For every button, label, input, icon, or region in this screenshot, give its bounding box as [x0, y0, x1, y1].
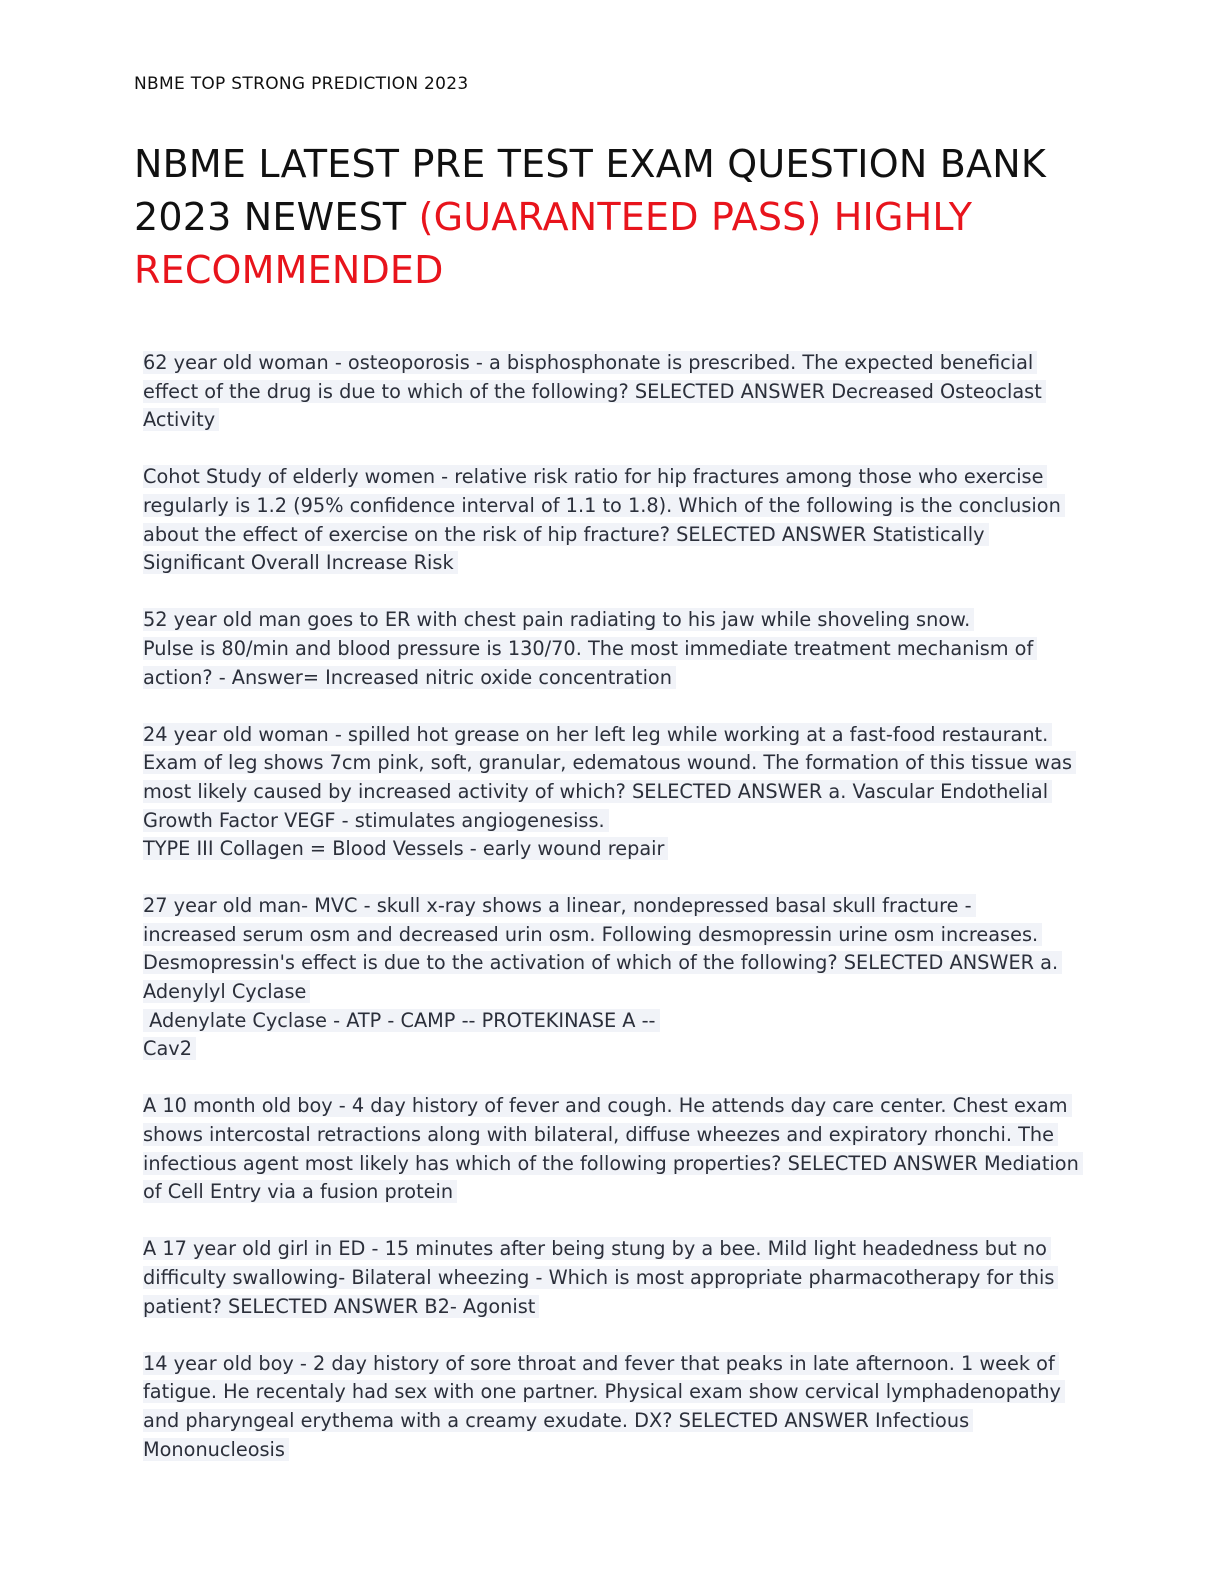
title-line-2-red: (GUARANTEED PASS) HIGHLY [418, 195, 973, 239]
question-line-text: Adenylyl Cyclase [143, 980, 310, 1003]
question-line [143, 549, 1083, 578]
question-line-text: 52 year old man goes to ER with chest pain radiating to his jaw while shoveling snow. [143, 608, 974, 631]
question-line [143, 1378, 1083, 1407]
question-line-text: fatigue. He recentaly had sex with one partner. Physical exam show cervical lymphadenopathy [143, 1380, 1065, 1403]
question-line [143, 721, 1083, 750]
question-line-text: TYPE III Collagen = Blood Vessels - early wound repair [143, 837, 668, 860]
question-line-text: 14 year old boy - 2 day history of sore throat and fever that peaks in late afternoon. 1 week of [143, 1352, 1059, 1375]
question-line-text: Mononucleosis [143, 1438, 289, 1461]
question-line [143, 921, 1083, 950]
question-item [143, 463, 1083, 577]
question-line [143, 1436, 1083, 1465]
question-line [143, 635, 1083, 664]
question-line [143, 1293, 1083, 1322]
question-line [143, 1264, 1083, 1293]
question-line-text: Cav2 [143, 1037, 196, 1060]
question-line-text: Growth Factor VEGF - stimulates angiogenesiss. [143, 809, 609, 832]
question-line-text: action? - Answer= Increased nitric oxide concentration [143, 666, 676, 689]
question-line-text: Desmopressin's effect is due to the activation of which of the following? SELECTED ANSWER a. [143, 951, 1062, 974]
question-line-text: regularly is 1.2 (95% confidence interval of 1.1 to 1.8). Which of the following is the conclusion [143, 494, 1065, 517]
running-header: NBME TOP STRONG PREDICTION 2023 [134, 74, 469, 94]
question-line [143, 1178, 1083, 1207]
question-item [143, 349, 1083, 435]
title-line-2 [134, 191, 1094, 244]
question-item [143, 721, 1083, 864]
title-line-2-black: 2023 NEWEST [134, 195, 419, 239]
question-line [143, 1035, 1083, 1064]
question-line [143, 1350, 1083, 1379]
question-line [143, 606, 1083, 635]
question-line-text: about the effect of exercise on the risk of hip fracture? SELECTED ANSWER Statistically [143, 523, 989, 546]
question-line-text: Significant Overall Increase Risk [143, 551, 458, 574]
question-line-text: infectious agent most likely has which of the following properties? SELECTED ANSWER Mediation [143, 1152, 1083, 1175]
question-item [143, 1235, 1083, 1321]
question-line [143, 349, 1083, 378]
question-line-text: Adenylate Cyclase - ATP - CAMP -- PROTEKINASE A -- [143, 1009, 660, 1032]
question-line-text: and pharyngeal erythema with a creamy exudate. DX? SELECTED ANSWER Infectious [143, 1409, 973, 1432]
question-line-text: difficulty swallowing- Bilateral wheezing - Which is most appropriate pharmacotherapy for this [143, 1266, 1058, 1289]
question-line-text: A 10 month old boy - 4 day history of fever and cough. He attends day care center. Chest exam [143, 1094, 1072, 1117]
question-item [143, 1350, 1083, 1464]
question-line-text: 24 year old woman - spilled hot grease on her left leg while working at a fast-food restaurant. [143, 723, 1052, 746]
question-line-text: 27 year old man- MVC - skull x-ray shows a linear, nondepressed basal skull fracture - [143, 894, 976, 917]
question-line-text: most likely caused by increased activity of which? SELECTED ANSWER a. Vascular Endothelial [143, 780, 1052, 803]
question-line-text: Pulse is 80/min and blood pressure is 130/70. The most immediate treatment mechanism of [143, 637, 1037, 660]
question-line-text: of Cell Entry via a fusion protein [143, 1180, 457, 1203]
question-line [143, 807, 1083, 836]
question-line [143, 521, 1083, 550]
question-line [143, 978, 1083, 1007]
question-line [143, 835, 1083, 864]
question-line-text: patient? SELECTED ANSWER B2- Agonist [143, 1295, 539, 1318]
question-line-text: increased serum osm and decreased urin osm. Following desmopressin urine osm increases. [143, 923, 1042, 946]
document-title [134, 138, 1094, 297]
question-line [143, 1121, 1083, 1150]
question-line [143, 749, 1083, 778]
question-item [143, 606, 1083, 692]
question-line [143, 1150, 1083, 1179]
question-list [143, 349, 1083, 1493]
title-line-3: RECOMMENDED [134, 248, 444, 292]
question-line-text: shows intercostal retractions along with bilateral, diffuse wheezes and expiratory rhonchi. The [143, 1123, 1058, 1146]
question-line [143, 949, 1083, 978]
question-line [143, 664, 1083, 693]
question-line [143, 492, 1083, 521]
question-item [143, 1092, 1083, 1206]
question-line [143, 1092, 1083, 1121]
question-line-text: Cohot Study of elderly women - relative risk ratio for hip fractures among those who exercise [143, 465, 1047, 488]
question-line [143, 1235, 1083, 1264]
title-line-1: NBME LATEST PRE TEST EXAM QUESTION BANK [134, 142, 1046, 186]
question-line [143, 778, 1083, 807]
question-line-text: Activity [143, 408, 219, 431]
question-line [143, 892, 1083, 921]
question-line [143, 378, 1083, 407]
question-line-text: A 17 year old girl in ED - 15 minutes after being stung by a bee. Mild light headedness but no [143, 1237, 1051, 1260]
question-line-text: 62 year old woman - osteoporosis - a bisphosphonate is prescribed. The expected beneficial [143, 351, 1037, 374]
question-line [143, 406, 1083, 435]
question-line [143, 1407, 1083, 1436]
question-line [143, 463, 1083, 492]
question-line-text: effect of the drug is due to which of the following? SELECTED ANSWER Decreased Osteoclast [143, 380, 1046, 403]
question-line [143, 1007, 1083, 1036]
question-line-text: Exam of leg shows 7cm pink, soft, granular, edematous wound. The formation of this tissue was [143, 751, 1076, 774]
question-item [143, 892, 1083, 1064]
